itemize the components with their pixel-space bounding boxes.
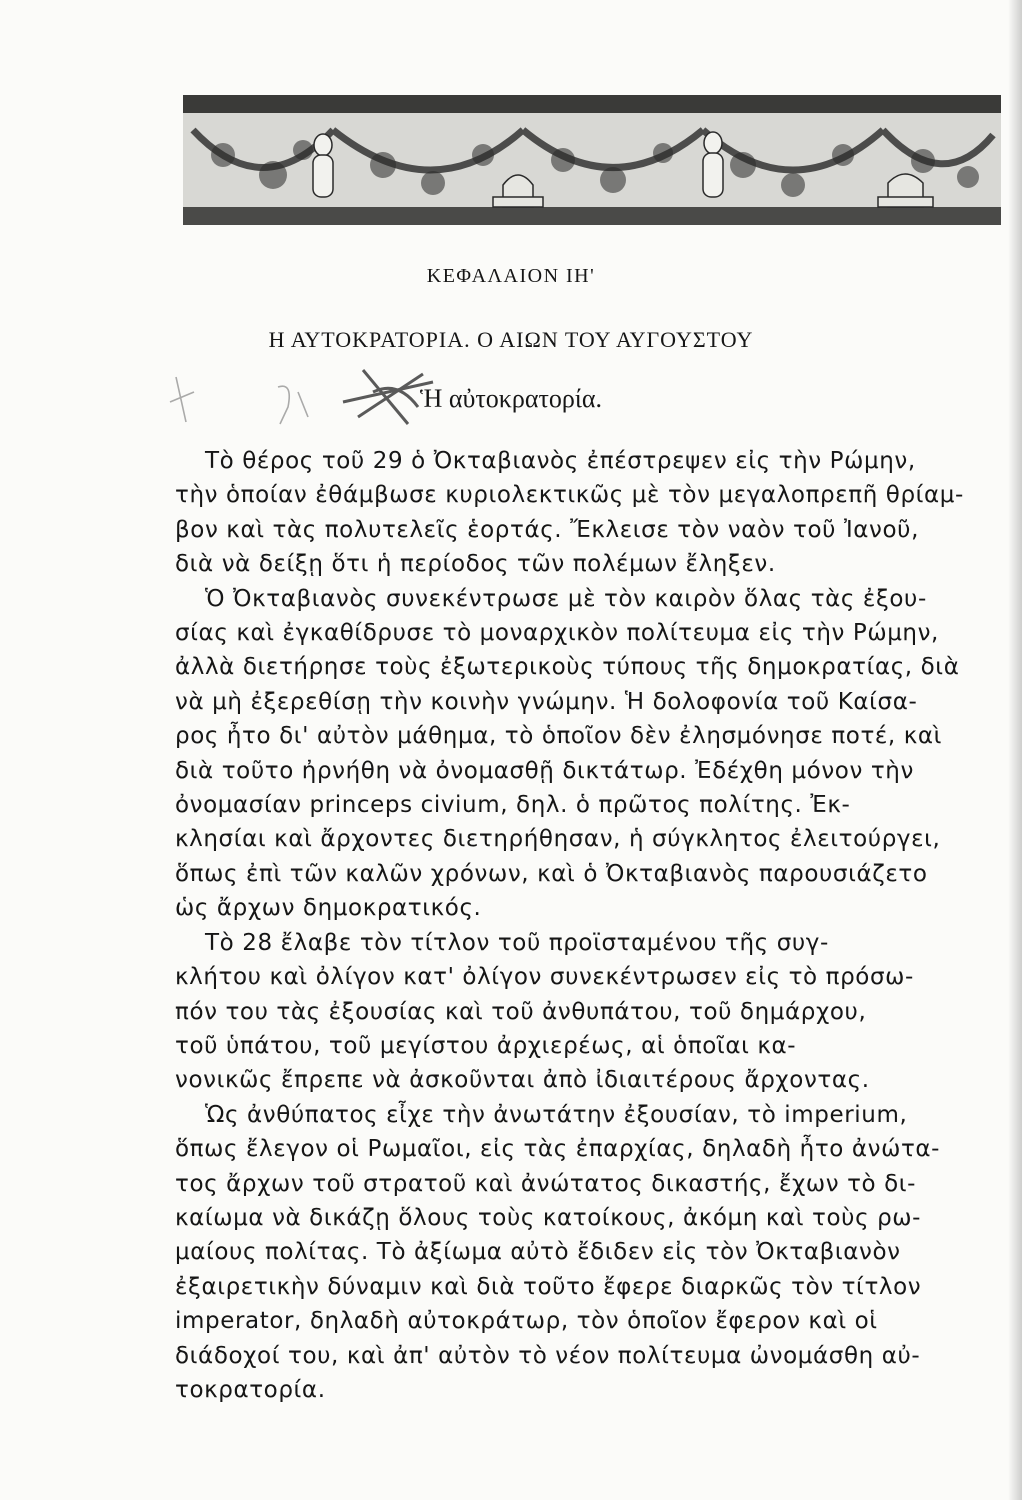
- text-line: διὰ τοῦτο ἠρνήθη νὰ ὀνομασθῇ δικτάτωρ. Ἐδέχθη μόνον τὴν: [175, 757, 914, 784]
- text-line: πόν του τὰς ἐξουσίας καὶ τοῦ ἀνθυπάτου, τοῦ δημάρχου,: [175, 998, 867, 1025]
- paragraph-4: [175, 1098, 1020, 1408]
- text-line: Τὸ θέρος τοῦ 29 ὁ Ὀκταβιανὸς ἐπέστρεψεν εἰς τὴν Ρώμην,: [205, 448, 916, 474]
- text-line: ἐξαιρετικὴν δύναμιν καὶ διὰ τοῦτο ἔφερε διαρκῶς τὸν τίτλον: [175, 1273, 922, 1300]
- text-line: imperator, δηλαδὴ αὐτοκράτωρ, τὸν ὁποῖον ἔφερον καὶ οἱ: [175, 1308, 878, 1335]
- chapter-heading: ΚΕΦΑΛΑΙΟΝ ΙΗ': [426, 265, 596, 287]
- text-line: Τὸ 28 ἔλαβε τὸν τίτλον τοῦ προϊσταμένου τῆς συγ-: [205, 929, 829, 956]
- text-line: νὰ μὴ ἐξερεθίσῃ τὴν κοινὴν γνώμην. Ἡ δολοφονία τοῦ Καίσα-: [175, 688, 918, 715]
- text-line: Ὡς ἀνθύπατος εἶχε τὴν ἀνωτάτην ἐξουσίαν, τὸ imperium,: [205, 1101, 908, 1128]
- text-line: ὀνομασίαν princeps civium, δηλ. ὁ πρῶτος πολίτης. Ἐκ-: [175, 792, 851, 819]
- text-line: διάδοχοί του, καὶ ἀπ' αὐτὸν τὸ νέον πολίτευμα ὠνομάσθη αὐ-: [175, 1342, 921, 1369]
- text-line: τοῦ ὑπάτου, τοῦ μεγίστου ἀρχιερέως, αἱ ὁποῖαι κα-: [175, 1032, 797, 1059]
- text-line: ρος ἦτο δι' αὐτὸν μάθημα, τὸ ὁποῖον δὲν ἐλησμόνησε ποτέ, καὶ: [175, 723, 943, 750]
- paragraph-1: [175, 444, 1020, 582]
- text-line: ὅπως ἐπὶ τῶν καλῶν χρόνων, καὶ ὁ Ὀκταβιανὸς παρουσιάζετο: [175, 860, 928, 887]
- text-line: ὡς ἄρχων δημοκρατικός.: [175, 895, 482, 922]
- text-line: τοκρατορία.: [175, 1376, 326, 1403]
- text-line: βον καὶ τὰς πολυτελεῖς ἑορτάς. Ἔκλεισε τὸν ναὸν τοῦ Ἰανοῦ,: [175, 516, 919, 543]
- paragraph-2: [175, 582, 1020, 926]
- text-line: σίας καὶ ἐγκαθίδρυσε τὸ μοναρχικὸν πολίτευμα εἰς τὴν Ρώμην,: [175, 620, 939, 647]
- ornamental-frieze-image: [183, 95, 1001, 225]
- text-line: μαίους πολίτας. Τὸ ἀξίωμα αὐτὸ ἔδιδεν εἰς τὸν Ὀκταβιανὸν: [175, 1239, 901, 1266]
- text-line: ὅπως ἔλεγον οἱ Ρωμαῖοι, εἰς τὰς ἐπαρχίας, δηλαδὴ ἦτο ἀνώτα-: [175, 1136, 941, 1163]
- section-heading: Ἡ αὐτοκρατορία.: [419, 384, 603, 413]
- text-line: κλήτου καὶ ὀλίγον κατ' ὀλίγον συνεκέντρωσεν εἰς τὸ πρόσω-: [175, 964, 914, 991]
- text-line: ἀλλὰ διετήρησε τοὺς ἐξωτερικοὺς τύπους τῆς δημοκρατίας, διὰ: [175, 654, 960, 681]
- text-line: νονικῶς ἔπρεπε νὰ ἀσκοῦνται ἀπὸ ἰδιαιτέρους ἄρχοντας.: [175, 1067, 870, 1094]
- paragraph-3: [175, 926, 1020, 1098]
- chapter-title: Η ΑΥΤΟΚΡΑΤΟΡΙΑ. Ο ΑΙΩΝ ΤΟΥ ΑΥΓΟΥΣΤΟΥ: [268, 327, 754, 352]
- text-line: τὴν ὁποίαν ἐθάμβωσε κυριολεκτικῶς μὲ τὸν μεγαλοπρεπῆ θρίαμ-: [175, 482, 964, 509]
- body-text: [175, 444, 1020, 1407]
- text-line: κλησίαι καὶ ἄρχοντες διετηρήθησαν, ἡ σύγκλητος ἐλειτούργει,: [175, 826, 941, 853]
- text-line: διὰ νὰ δείξῃ ὅτι ἡ περίοδος τῶν πολέμων ἔληξεν.: [175, 551, 776, 578]
- text-line: Ὁ Ὀκταβιανὸς συνεκέντρωσε μὲ τὸν καιρὸν ὅλας τὰς ἐξου-: [205, 585, 927, 612]
- text-line: καίωμα νὰ δικάζῃ ὅλους τοὺς κατοίκους, ἀκόμη καὶ τοὺς ρω-: [175, 1204, 922, 1231]
- text-line: τος ἄρχων τοῦ στρατοῦ καὶ ἀνώτατος δικαστής, ἔχων τὸ δι-: [175, 1170, 917, 1197]
